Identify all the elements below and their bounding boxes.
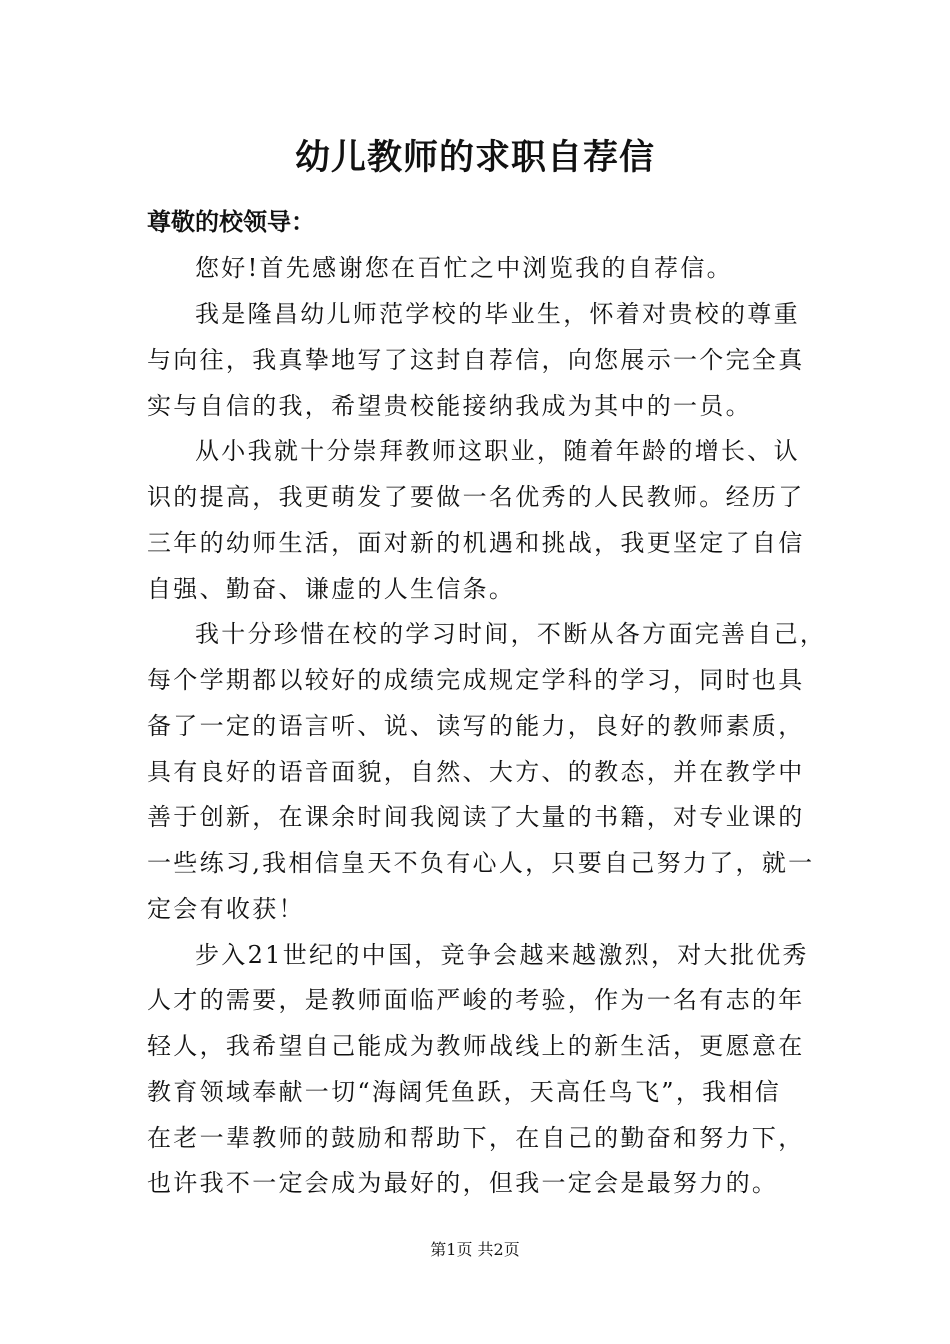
paragraph-line: 在老一辈教师的鼓励和帮助下，在自己的勤奋和努力下， [147,1124,805,1152]
paragraph-line: 人才的需要，是教师面临严峻的考验，作为一名有志的年 [147,986,805,1014]
paragraph-line: 从小我就十分崇拜教师这职业，随着年龄的增长、认 [195,437,800,465]
paragraph-line: 自强、勤奋、谦虚的人生信条。 [147,575,516,603]
paragraph-line: 定会有收获！ [147,895,305,923]
paragraph-line: 一些练习,我相信皇天不负有心人，只要自己努力了，就一 [147,849,815,877]
paragraph-line: 备了一定的语言听、说、读写的能力，良好的教师素质， [147,712,805,740]
paragraph-line: 与向往，我真挚地写了这封自荐信，向您展示一个完全真 [147,346,805,374]
paragraph-line: 三年的幼师生活，面对新的机遇和挑战，我更坚定了自信 [147,529,805,557]
paragraph-line: 识的提高，我更萌发了要做一名优秀的人民教师。经历了 [147,483,805,511]
document-title: 幼儿教师的求职自荐信 [294,137,655,178]
paragraph-line: 我是隆昌幼儿师范学校的毕业生，怀着对贵校的尊重 [195,300,800,328]
paragraph-line: 实与自信的我，希望贵校能接纳我成为其中的一员。 [147,392,752,420]
page-indicator: 第1页 共2页 [430,1240,520,1259]
paragraph-line: 具有良好的语音面貌，自然、大方、的教态，并在教学中 [147,758,805,786]
paragraph-line: 教育领域奉献一切“海阔凭鱼跃，天高任鸟飞”，我相信 [147,1078,782,1106]
paragraph-line: 您好!首先感谢您在百忙之中浏览我的自荐信。 [195,254,733,282]
paragraph-line: 我十分珍惜在校的学习时间，不断从各方面完善自己， [195,620,827,648]
paragraph-line: 每个学期都以较好的成绩完成规定学科的学习，同时也具 [147,666,805,694]
paragraph-line: 善于创新，在课余时间我阅读了大量的书籍，对专业课的 [147,803,805,831]
salutation: 尊敬的校领导： [147,207,315,236]
paragraph-line: 轻人，我希望自己能成为教师战线上的新生活，更愿意在 [147,1032,805,1060]
paragraph-line: 也许我不一定会成为最好的，但我一定会是最努力的。 [147,1169,779,1197]
paragraph-line: 步入21世纪的中国，竞争会越来越激烈，对大批优秀 [195,941,809,969]
